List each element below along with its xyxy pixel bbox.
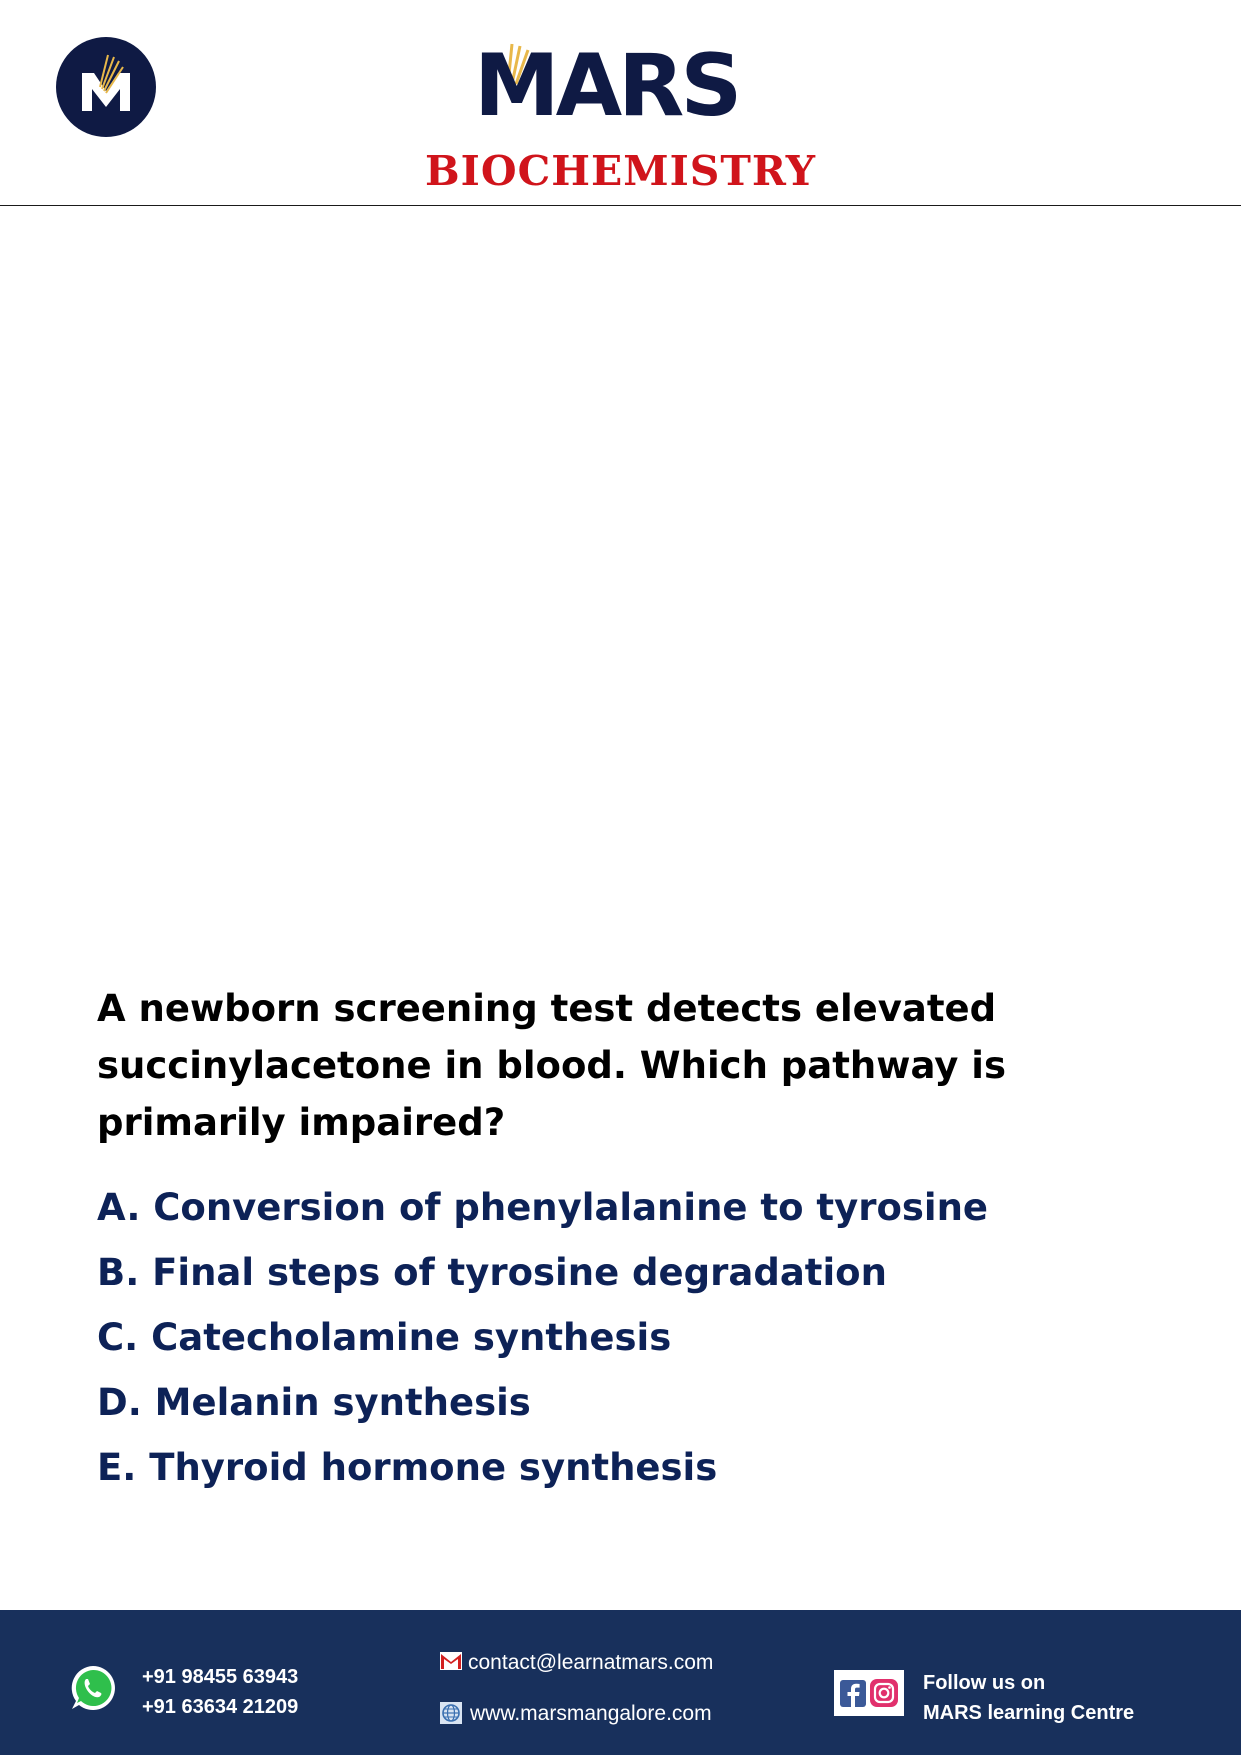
social-icons (834, 1670, 904, 1716)
phone-numbers (142, 1662, 298, 1722)
phone-number: +91 98455 63943 (142, 1666, 299, 1688)
mail-icon (440, 1652, 462, 1670)
question-text: A newborn screening test detects elevated succinylacetone in blood. Which pathway is primarily impaired? (97, 987, 1006, 1144)
follow-line: MARS learning Centre (923, 1702, 1135, 1724)
page-header (0, 0, 1241, 206)
facebook-icon (840, 1680, 866, 1707)
brand-logo (474, 36, 739, 136)
phone-number: +91 63634 21209 (142, 1696, 299, 1718)
option-d: D. Melanin synthesis (97, 1381, 531, 1424)
follow-us-text (923, 1668, 1134, 1728)
brand-name: MARS (474, 36, 739, 136)
follow-line: Follow us on (923, 1672, 1046, 1694)
instagram-icon (870, 1679, 898, 1707)
option-c: C. Catecholamine synthesis (97, 1316, 672, 1359)
answer-options (97, 1175, 1197, 1500)
email-address: contact@learnatmars.com (468, 1651, 714, 1674)
subject-title: BIOCHEMISTRY (425, 147, 816, 195)
contact-footer (0, 1610, 1241, 1755)
whatsapp-icon (68, 1663, 118, 1713)
website-url: www.marsmangalore.com (470, 1702, 712, 1725)
globe-icon (440, 1702, 462, 1724)
option-e: E. Thyroid hormone synthesis (97, 1446, 718, 1489)
option-a: A. Conversion of phenylalanine to tyrosine (97, 1186, 988, 1229)
option-b: B. Final steps of tyrosine degradation (97, 1251, 887, 1294)
m-logo-icon (56, 37, 156, 137)
